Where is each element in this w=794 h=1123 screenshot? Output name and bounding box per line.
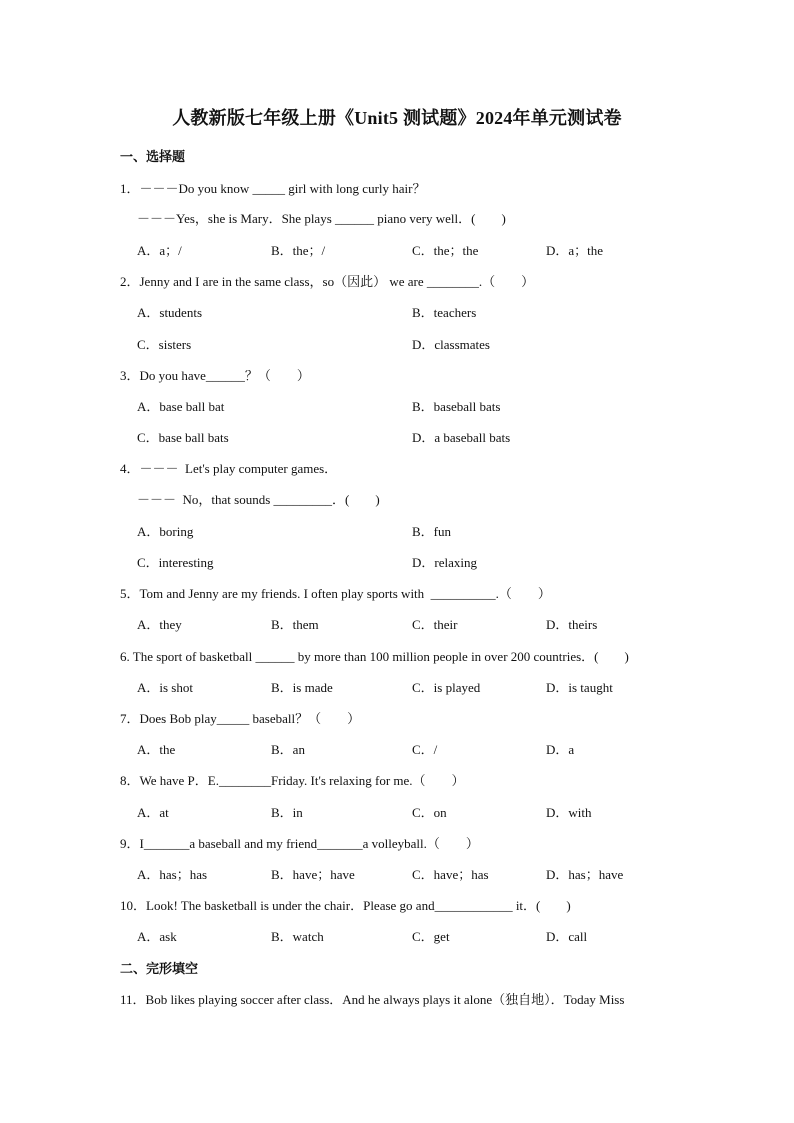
question-10-option-d[interactable]: D．call bbox=[546, 929, 588, 944]
question-5-stem: 5．Tom and Jenny are my friends. I often play sports with __________.（ ） bbox=[120, 586, 551, 601]
question-8-option-d[interactable]: D．with bbox=[546, 805, 592, 820]
question-3-option-c[interactable]: C．base ball bats bbox=[137, 430, 229, 445]
question-7-stem: 7．Does Bob play_____ baseball？（ ） bbox=[120, 711, 361, 726]
question-7-option-b[interactable]: B．an bbox=[271, 742, 305, 757]
question-4-option-b[interactable]: B．fun bbox=[412, 524, 452, 539]
question-8-option-a[interactable]: A．at bbox=[137, 805, 169, 820]
question-5-option-c[interactable]: C．their bbox=[412, 617, 458, 632]
section-heading-cloze: 二、完形填空 bbox=[120, 961, 199, 976]
question-6-option-a[interactable]: A．is shot bbox=[137, 680, 193, 695]
question-2-stem: 2．Jenny and I are in the same class，so（因此） we are ________.（ ） bbox=[120, 274, 535, 289]
question-4-stem: 4．－－－ Let's play computer games． bbox=[120, 461, 338, 476]
page-title: 人教新版七年级上册《Unit5 测试题》2024年单元测试卷 bbox=[172, 108, 622, 128]
question-1-stem-2: －－－Yes，she is Mary．She plays ______ piano very well．( ) bbox=[137, 211, 506, 226]
question-4-option-a[interactable]: A．boring bbox=[137, 524, 194, 539]
question-10-stem: 10．Look! The basketball is under the chair．Please go and____________ it．( ) bbox=[120, 898, 571, 913]
question-6-option-d[interactable]: D．is taught bbox=[546, 680, 613, 695]
section-heading-choice: 一、选择题 bbox=[120, 149, 186, 164]
question-7-option-d[interactable]: D．a bbox=[546, 742, 575, 757]
question-1-option-a[interactable]: A．a；/ bbox=[137, 243, 182, 258]
question-4-stem-2: －－－ No，that sounds _________．( ) bbox=[137, 492, 380, 507]
question-1-option-c[interactable]: C．the；the bbox=[412, 243, 479, 258]
question-4-option-c[interactable]: C．interesting bbox=[137, 555, 214, 570]
question-2-option-a[interactable]: A．students bbox=[137, 305, 203, 320]
question-9-option-d[interactable]: D．has；have bbox=[546, 867, 624, 882]
question-5-option-b[interactable]: B．them bbox=[271, 617, 319, 632]
question-6-option-c[interactable]: C．is played bbox=[412, 680, 481, 695]
question-10-option-a[interactable]: A．ask bbox=[137, 929, 177, 944]
question-3-stem: 3．Do you have______？（ ） bbox=[120, 368, 310, 383]
question-9-option-c[interactable]: C．have；has bbox=[412, 867, 489, 882]
question-9-option-b[interactable]: B．have；have bbox=[271, 867, 355, 882]
question-8-stem: 8．We have P．E.________Friday. It's relaxing for me.（ ） bbox=[120, 773, 465, 788]
question-1-option-d[interactable]: D．a；the bbox=[546, 243, 604, 258]
question-4-option-d[interactable]: D．relaxing bbox=[412, 555, 477, 570]
question-1-stem: 1．－－－Do you know _____ girl with long curly hair？ bbox=[120, 181, 426, 196]
question-3-option-a[interactable]: A．base ball bat bbox=[137, 399, 225, 414]
question-8-option-c[interactable]: C．on bbox=[412, 805, 447, 820]
question-9-option-a[interactable]: A．has；has bbox=[137, 867, 208, 882]
question-5-option-a[interactable]: A．they bbox=[137, 617, 182, 632]
question-5-option-d[interactable]: D．theirs bbox=[546, 617, 598, 632]
question-2-option-c[interactable]: C．sisters bbox=[137, 337, 192, 352]
question-6-option-b[interactable]: B．is made bbox=[271, 680, 333, 695]
question-2-option-b[interactable]: B．teachers bbox=[412, 305, 477, 320]
question-2-option-d[interactable]: D．classmates bbox=[412, 337, 490, 352]
question-6-stem: 6. The sport of basketball ______ by more than 100 million people in over 200 countries．( ) bbox=[120, 649, 629, 664]
question-7-option-c[interactable]: C．/ bbox=[412, 742, 438, 757]
question-1-option-b[interactable]: B．the；/ bbox=[271, 243, 326, 258]
question-9-stem: 9．I_______a baseball and my friend_______a volleyball.（ ） bbox=[120, 836, 479, 851]
question-10-option-b[interactable]: B．watch bbox=[271, 929, 324, 944]
question-11-stem: 11．Bob likes playing soccer after class．And he always plays it alone（独自地）．Today Miss bbox=[120, 992, 625, 1007]
question-8-option-b[interactable]: B．in bbox=[271, 805, 303, 820]
question-3-option-b[interactable]: B．baseball bats bbox=[412, 399, 501, 414]
question-7-option-a[interactable]: A．the bbox=[137, 742, 176, 757]
question-10-option-c[interactable]: C．get bbox=[412, 929, 450, 944]
question-3-option-d[interactable]: D．a baseball bats bbox=[412, 430, 511, 445]
